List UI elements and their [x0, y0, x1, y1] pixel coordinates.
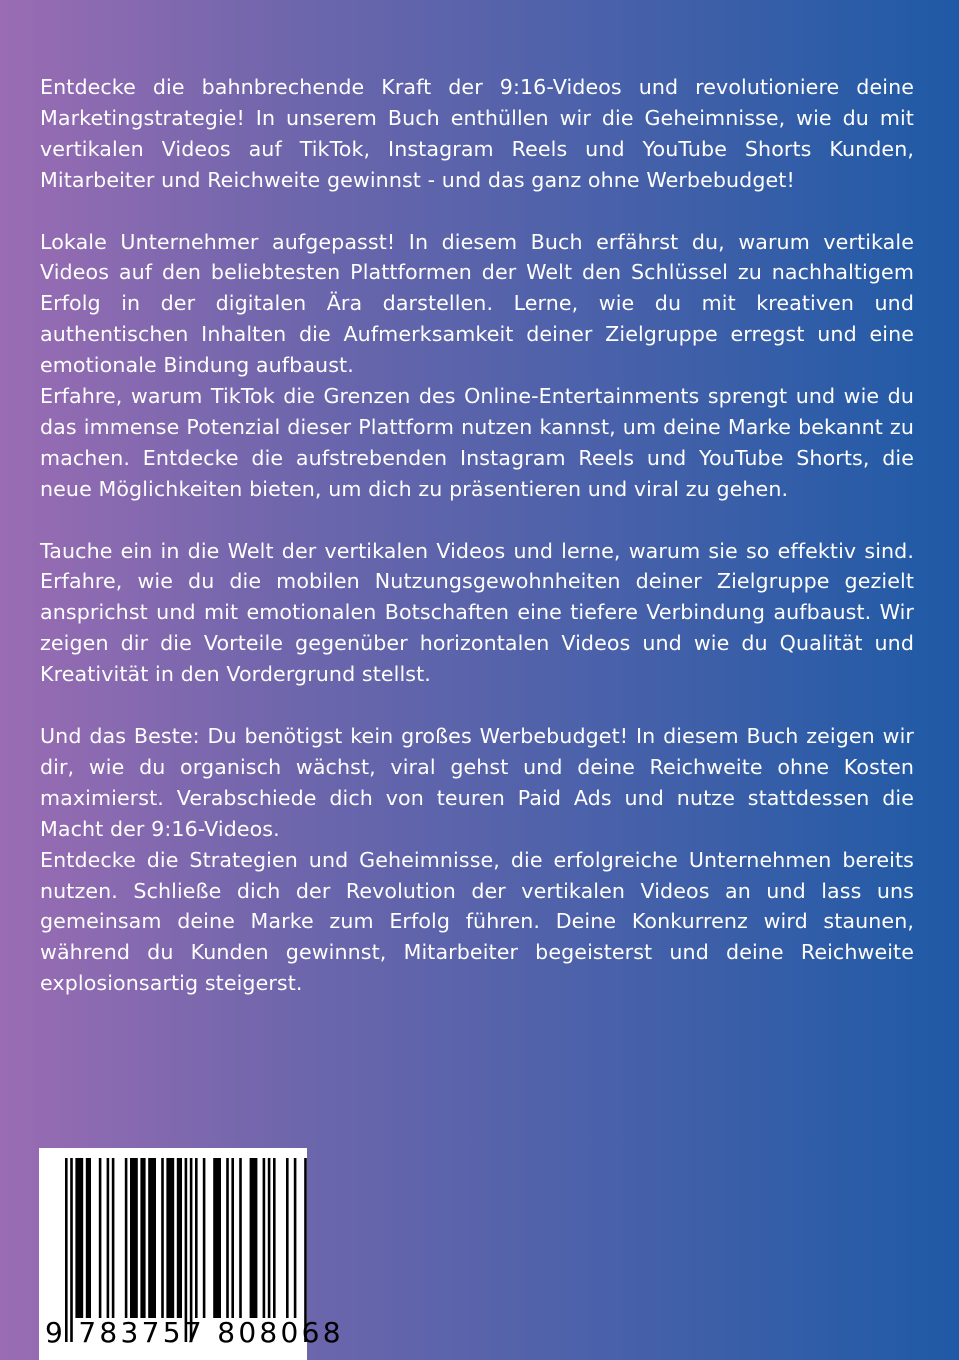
blurb-paragraph-4: Tauche ein in die Welt der vertikalen Videos und lerne, warum sie so effektiv sind. Erfahre, wie du die mobilen Nutzungsgewohnheiten deiner Zielgruppe gezielt ansprichst und mit emotionalen Botschaften eine tiefere Verbindung aufbaust. Wir zeigen dir die Vorteile gegenüber horizontalen Videos und wie du Qualität und Kreativität in den Vordergrund stellst.: [40, 538, 914, 687]
barcode-bar: [231, 1158, 234, 1318]
barcode-bar: [65, 1158, 68, 1342]
barcode-bar: [213, 1158, 221, 1318]
barcode-bar: [86, 1158, 91, 1318]
barcode-bar: [304, 1158, 307, 1342]
barcode-bar: [177, 1158, 182, 1318]
barcode-bar: [161, 1158, 164, 1318]
barcode-bar: [107, 1158, 110, 1318]
barcode-bar: [250, 1158, 258, 1318]
barcode-bar: [226, 1158, 229, 1318]
blurb-paragraph-1: Entdecke die bahnbrechende Kraft der 9:16-Videos und revolutioniere deine Marketingstrategie! In unserem Buch enthüllen wir die Geheimnisse, wie du mit vertikalen Videos auf TikTok, Instagram Reels und YouTube Shorts Kunden, Mitarbeiter und Reichweite gewinnst - und das ganz ohne Werbebudget!: [40, 75, 914, 192]
barcode-bar: [268, 1158, 271, 1318]
barcode-bar: [263, 1158, 266, 1318]
barcode-bar: [166, 1158, 174, 1318]
barcode-bar: [130, 1158, 138, 1318]
blurb-text: [40, 72, 914, 999]
isbn-number: 9 783757 808068: [45, 1316, 344, 1349]
barcode-bar: [195, 1158, 198, 1318]
blurb-paragraph-2: Lokale Unternehmer aufgepasst! In diesem Buch erfährst du, warum vertikale Videos auf den beliebtesten Plattformen der Welt den Schlüssel zu nachhaltigem Erfolg in der digitalen Ära darstellen. Lerne, wie du mit kreativen und authentischen Inhalten die Aufmerksamkeit deiner Zielgruppe erregst und eine emotionale Bindung aufbaust.: [40, 229, 914, 378]
barcode-bar: [75, 1158, 83, 1318]
barcode-bar: [185, 1158, 188, 1342]
barcode-bar: [112, 1158, 115, 1318]
barcode-bar: [294, 1158, 297, 1318]
blurb-paragraph-3: Erfahre, warum TikTok die Grenzen des Online-Entertainments sprengt und wie du das immense Potenzial dieser Plattform nutzen kannst, um deine Marke bekannt zu machen. Entdecke die aufstrebenden Instagram Reels und YouTube Shorts, die neue Möglichkeiten bieten, um dich zu präsentieren und viral zu gehen.: [40, 384, 914, 501]
barcode-bar: [125, 1158, 128, 1318]
barcode-bar: [148, 1158, 156, 1318]
barcode-bar: [140, 1158, 145, 1318]
barcode-bar: [273, 1158, 276, 1318]
barcode-bar: [99, 1158, 102, 1318]
blurb-paragraph-5: Und das Beste: Du benötigst kein großes Werbebudget! In diesem Buch zeigen wir dir, wie du organisch wächst, viral gehst und deine Reichweite ohne Kosten maximierst. Verabschiede dich von teuren Paid Ads und nutze stattdessen die Macht der 9:16-Videos.: [40, 723, 914, 841]
barcode-bar: [239, 1158, 242, 1318]
barcode-bar: [286, 1158, 289, 1318]
isbn-barcode: [39, 1148, 344, 1360]
barcode-bar: [70, 1158, 73, 1342]
barcode-bar: [190, 1158, 193, 1342]
barcode-bar: [203, 1158, 206, 1318]
blurb-paragraph-6: Entdecke die Strategien und Geheimnisse, die erfolgreiche Unternehmen bereits nutzen. Schließe dich der Revolution der vertikalen Videos an und lass uns gemeinsam deine Marke zum Erfolg führen. Deine Konkurrenz wird staunen, während du Kunden gewinnst, Mitarbeiter begeisterst und deine Reichweite explosionsartig steigerst.: [40, 847, 914, 996]
